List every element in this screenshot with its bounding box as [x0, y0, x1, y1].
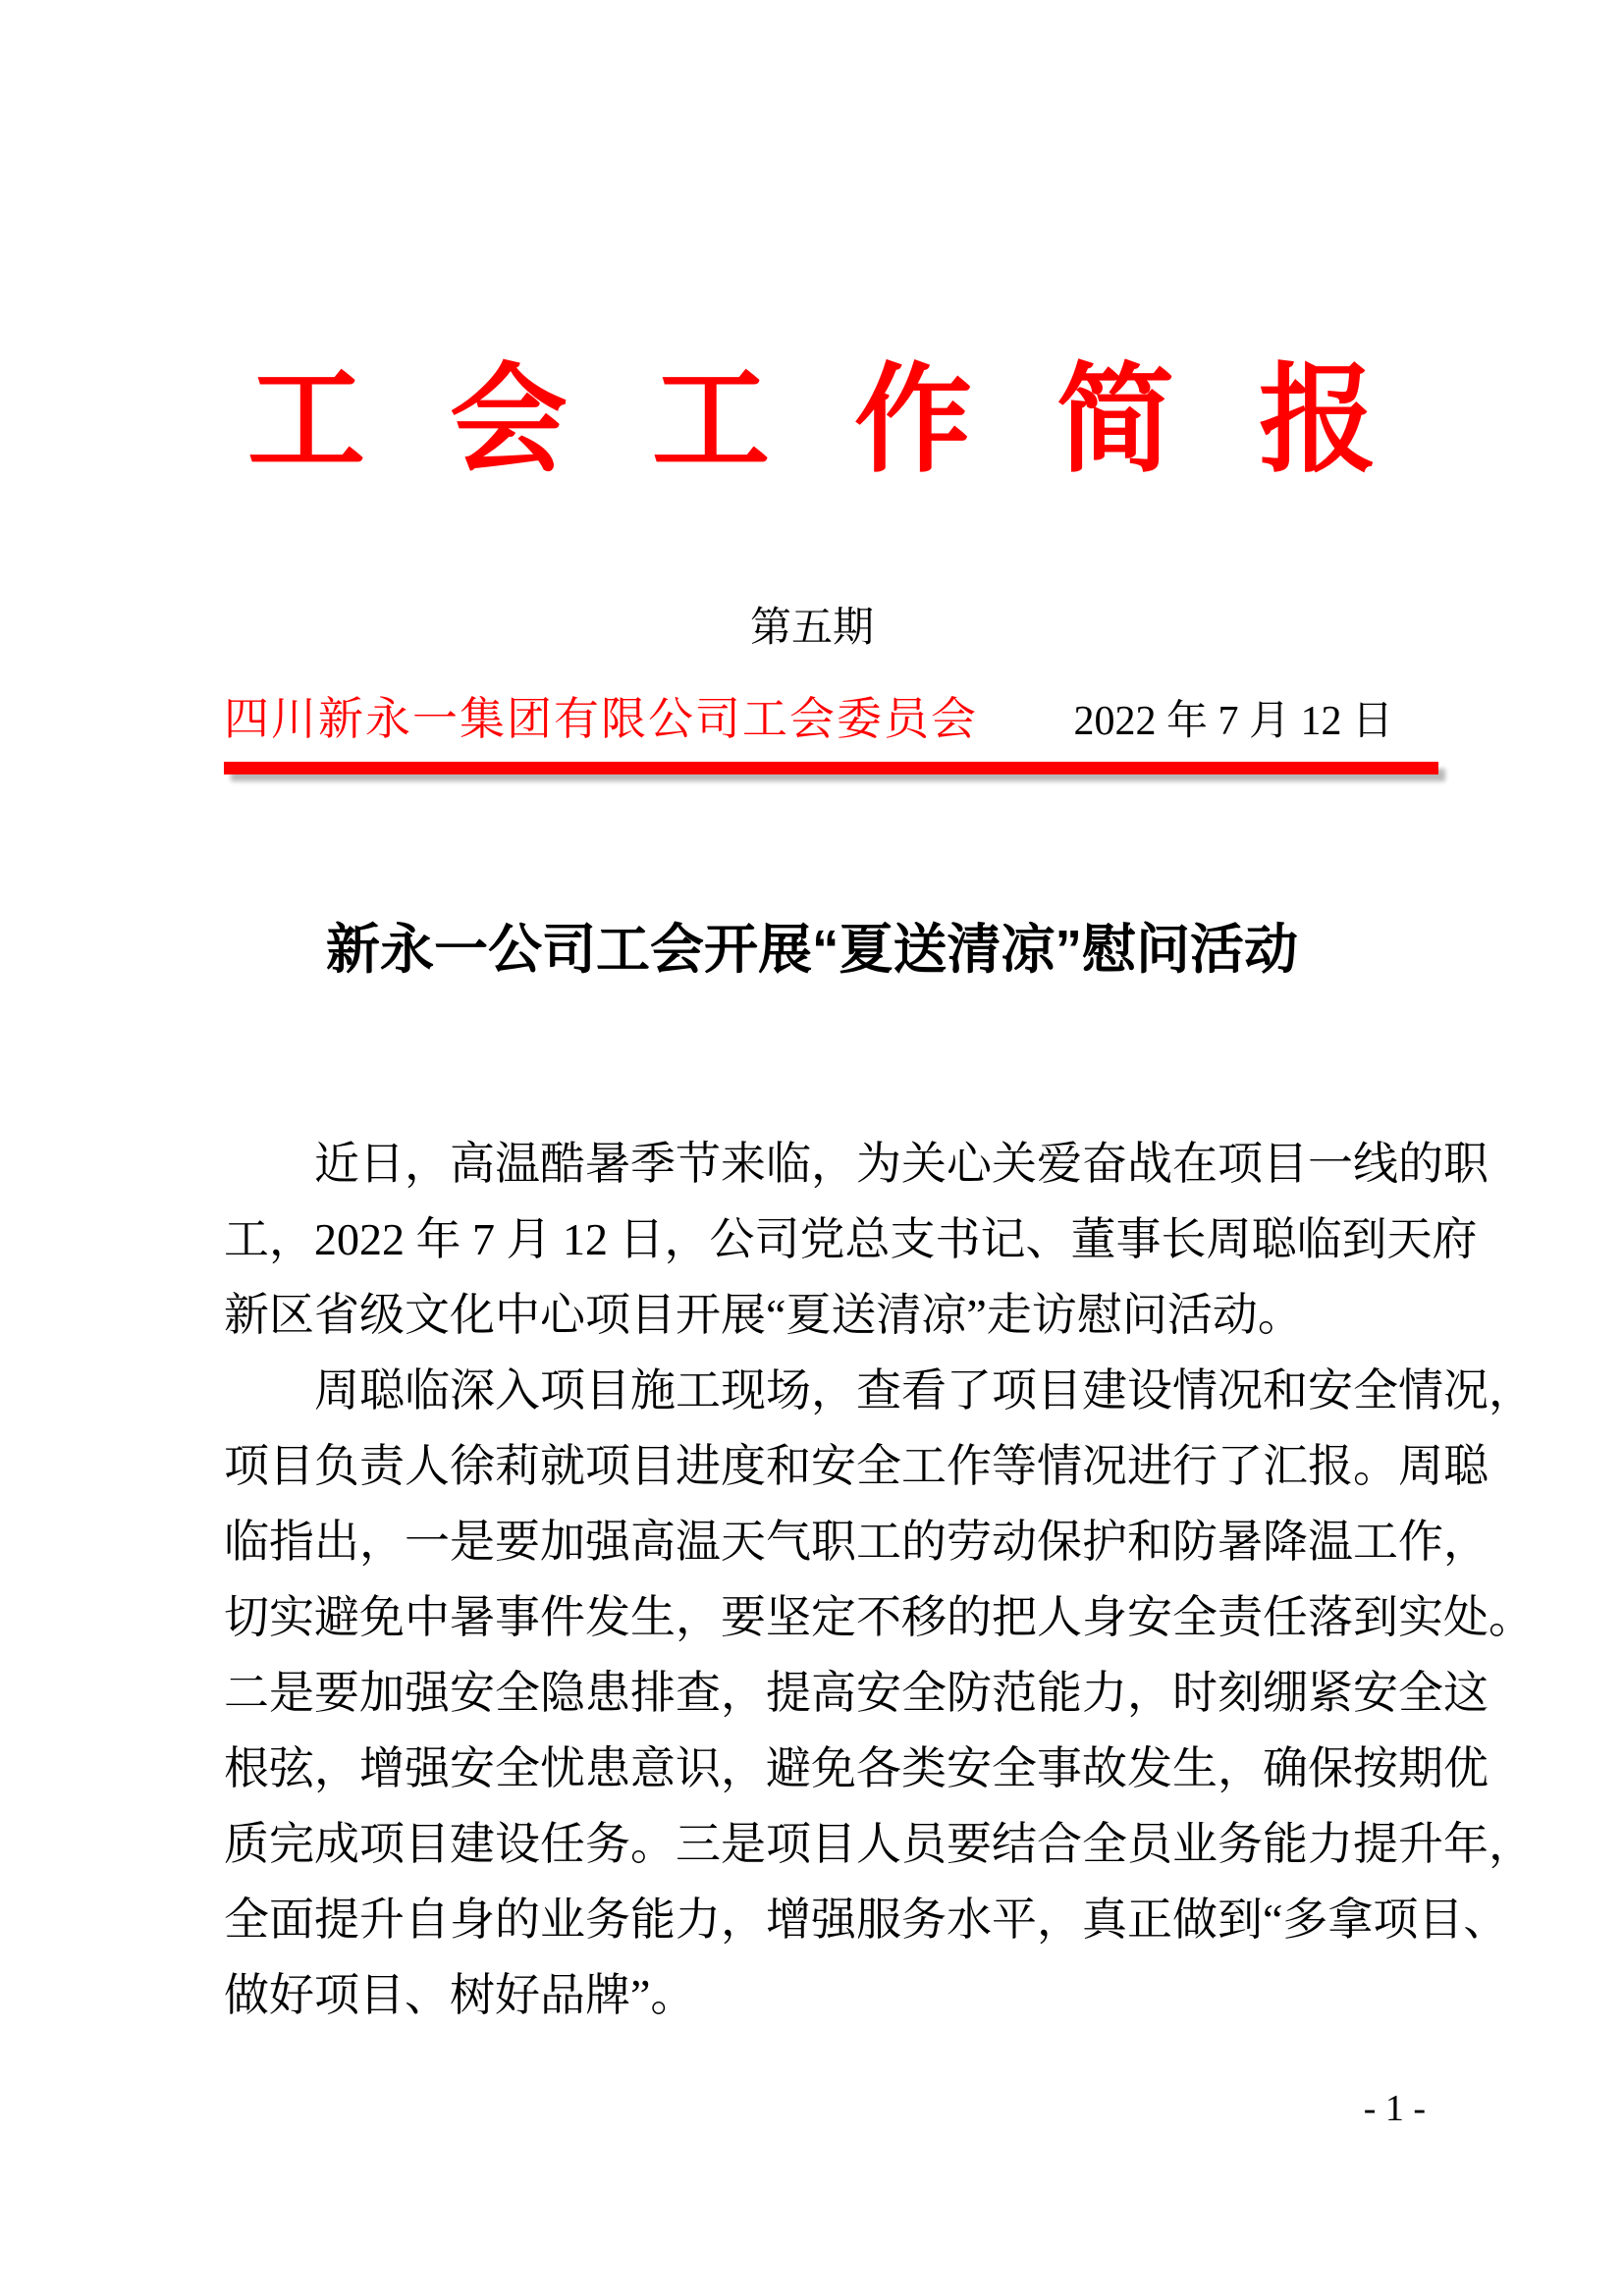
article-title: 新永一公司工会开展“夏送清凉”慰问活动 [325, 919, 1298, 980]
body-line: 根弦，增强安全忧患意识，避免各类安全事故发生，确保按期优 [224, 1743, 1489, 1793]
masthead-title: 工会工作简报 [247, 354, 1461, 486]
body-line: 周聪临深入项目施工现场，查看了项目建设情况和安全情况， [314, 1365, 1534, 1415]
issue-date: 2022 年 7 月 12 日 [1073, 699, 1393, 744]
body-line: 质完成项目建设任务。三是项目人员要结合全员业务能力提升年， [224, 1819, 1534, 1869]
body-line: 近日，高温酷暑季节来临，为关心关爱奋战在项目一线的职 [314, 1139, 1489, 1189]
page-number: - 1 - [1363, 2088, 1426, 2129]
body-line: 二是要加强安全隐患排查，提高安全防范能力，时刻绷紧安全这 [224, 1668, 1489, 1718]
body-line: 新区省级文化中心项目开展“夏送清凉”走访慰问活动。 [224, 1290, 1303, 1340]
body-line: 临指出，一是要加强高温天气职工的劳动保护和防暑降温工作， [224, 1517, 1489, 1567]
article-body [224, 1126, 1534, 2033]
body-line: 项目负责人徐莉就项目进度和安全工作等情况进行了汇报。周聪 [224, 1441, 1489, 1491]
body-line: 切实避免中暑事件发生，要坚定不移的把人身安全责任落到实处。 [224, 1592, 1534, 1642]
body-line: 做好项目、树好品牌”。 [224, 1970, 696, 2020]
header-rule [224, 762, 1438, 774]
organization-name: 四川新永一集团有限公司工会委员会 [224, 694, 978, 744]
body-line: 全面提升自身的业务能力，增强服务水平，真正做到“多拿项目、 [224, 1895, 1509, 1945]
issue-number: 第五期 [749, 606, 874, 651]
header-info-row [224, 687, 1438, 754]
body-line: 工，2022 年 7 月 12 日，公司党总支书记、董事长周聪临到天府 [224, 1214, 1478, 1264]
